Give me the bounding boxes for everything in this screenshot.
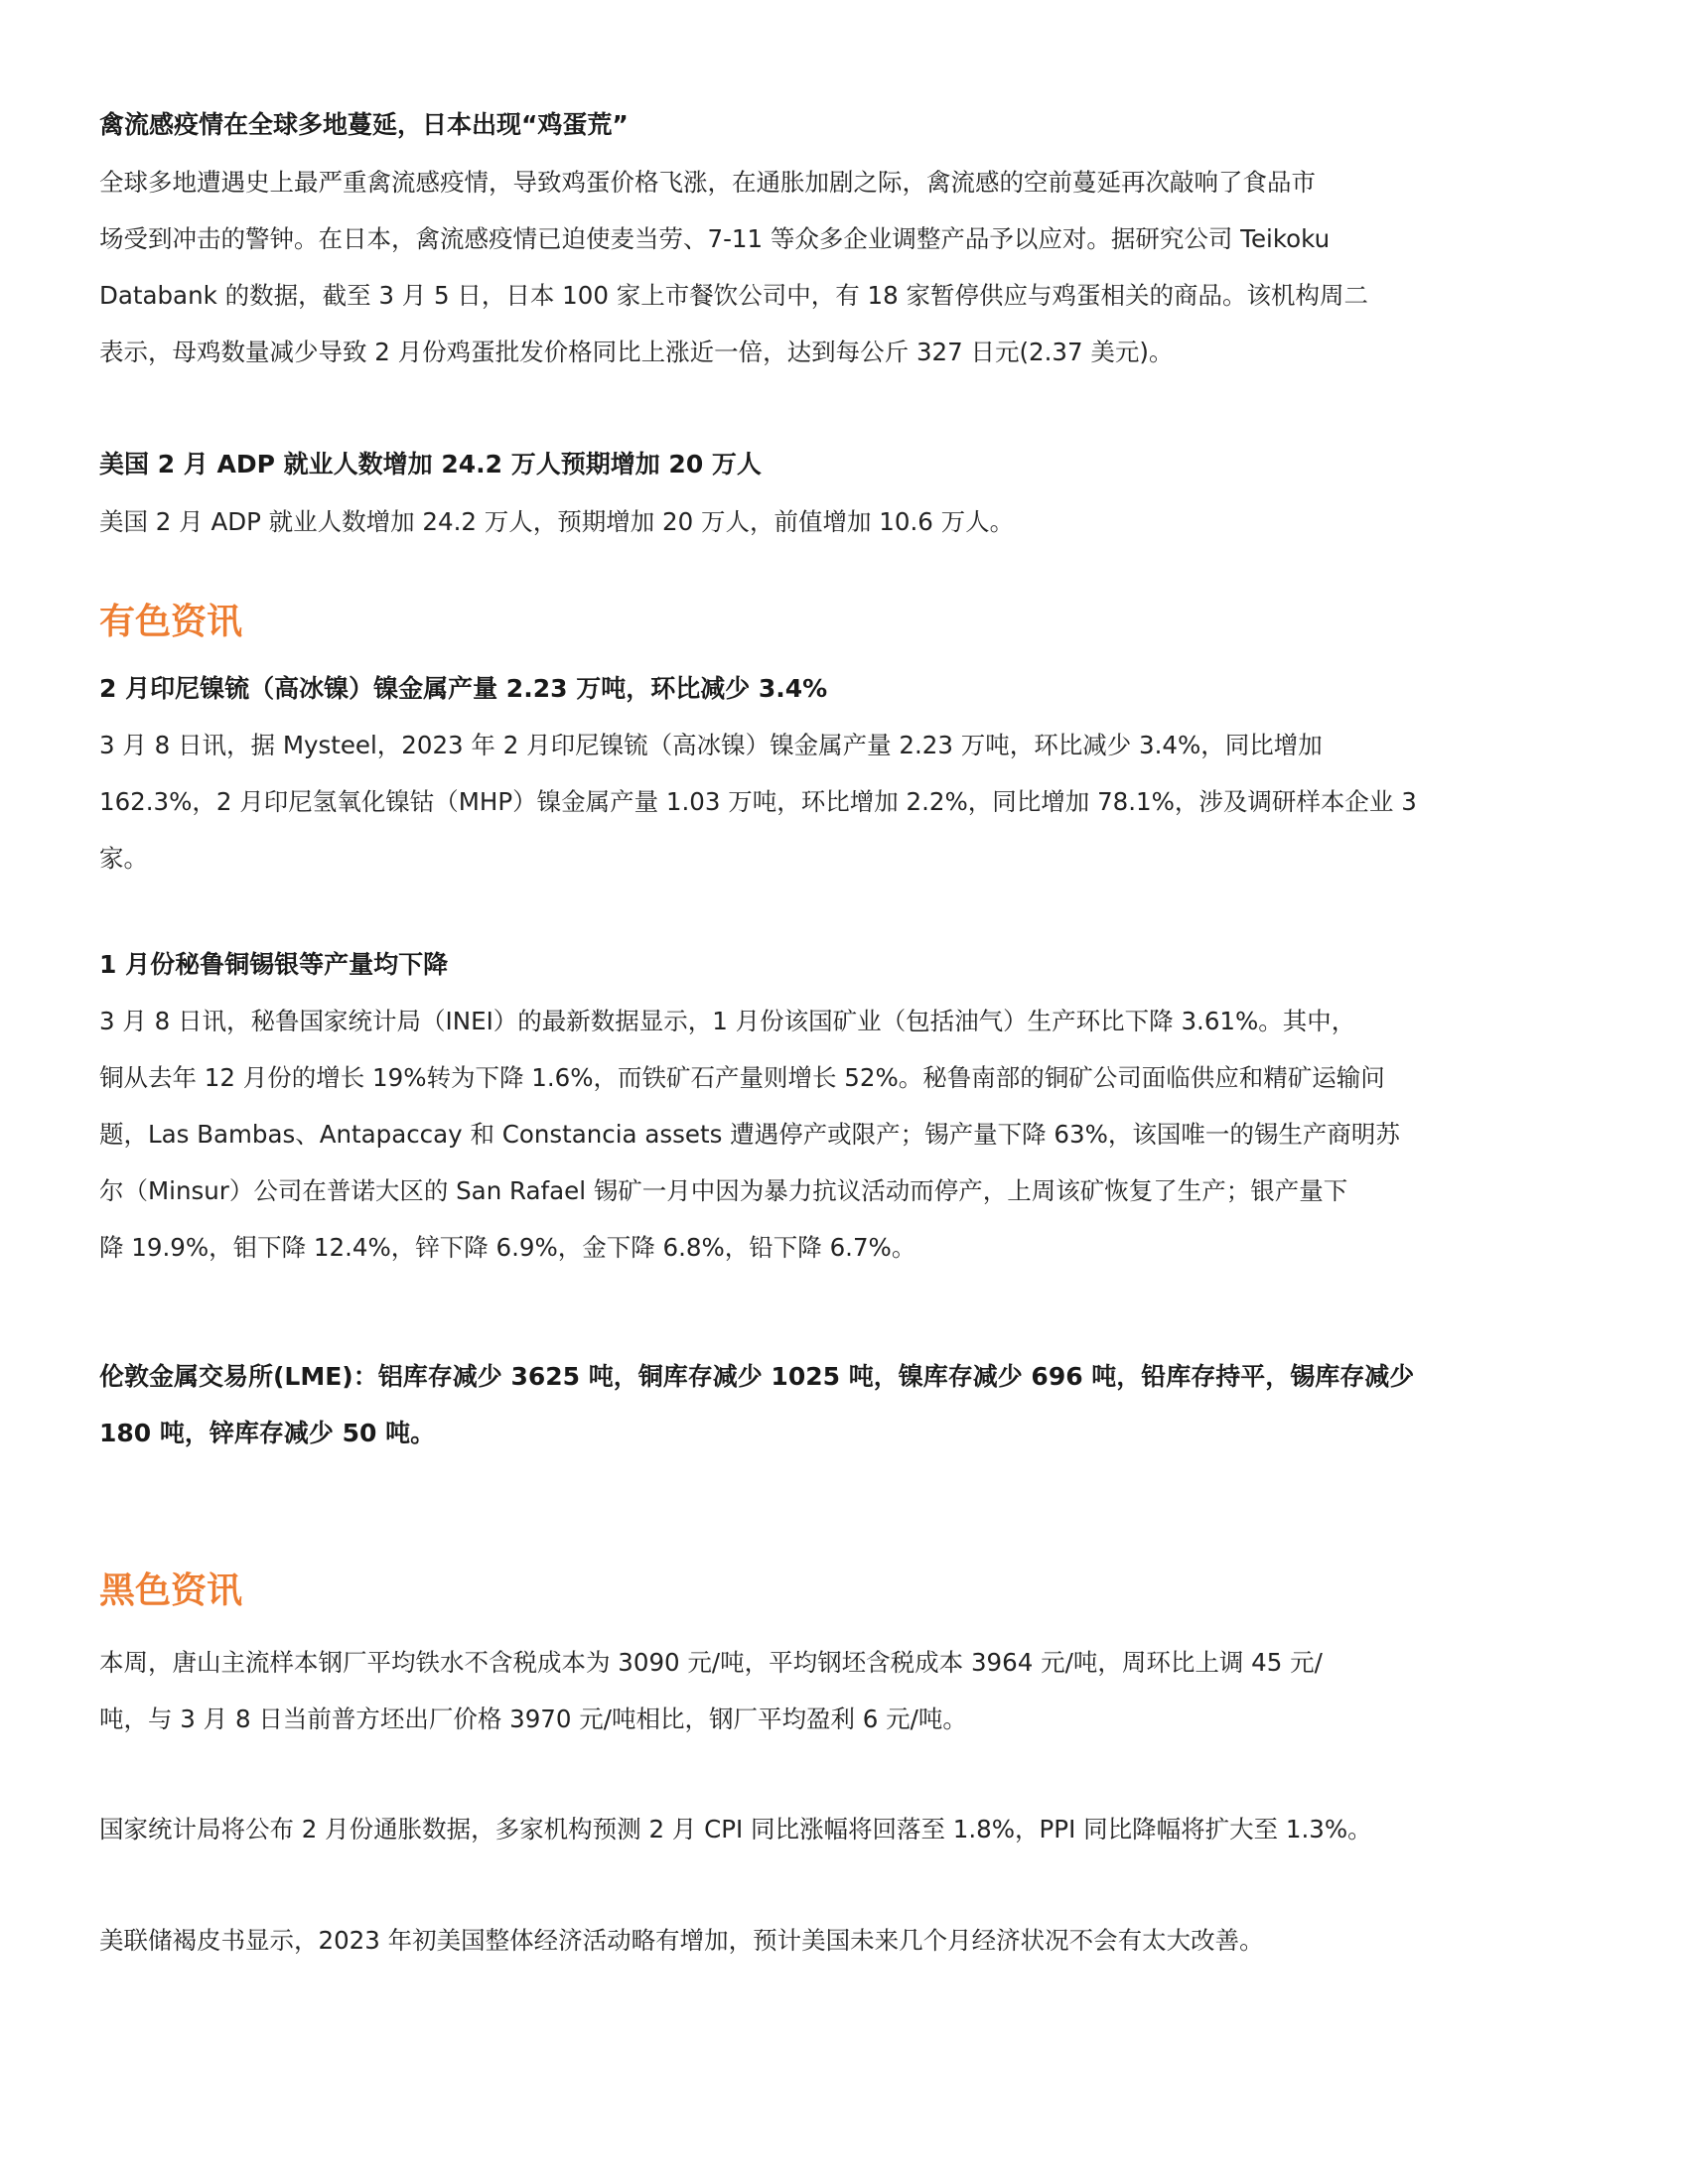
text-line: 美联储褐皮书显示，2023 年初美国整体经济活动略有增加，预计美国未来几个月经济状况不会有太大改善。: [99, 1926, 1264, 1955]
ferrous-paragraph-inflation: [99, 1801, 1589, 1857]
article-title-indonesia-nickel: 2 月印尼镍锍（高冰镍）镍金属产量 2.23 万吨，环比减少 3.4%: [99, 674, 828, 703]
text-line: 场受到冲击的警钟。在日本，禽流感疫情已迫使麦当劳、7-11 等众多企业调整产品予以应对。据研究公司 Teikoku: [99, 224, 1331, 253]
text-line: 题，Las Bambas、Antapaccay 和 Constancia assets 遭遇停产或限产；锡产量下降 63%，该国唯一的锡生产商明苏: [99, 1120, 1400, 1149]
text-line: 表示，母鸡数量减少导致 2 月份鸡蛋批发价格同比上涨近一倍，达到每公斤 327 日元(2.37 美元)。: [99, 338, 1174, 366]
article-body-indonesia-nickel: [99, 717, 1589, 887]
text-line: 国家统计局将公布 2 月份通胀数据，多家机构预测 2 月 CPI 同比涨幅将回落至 1.8%，PPI 同比降幅将扩大至 1.3%。: [99, 1815, 1372, 1843]
text-line: 180 吨，锌库存减少 50 吨。: [99, 1419, 436, 1447]
section-heading-nonferrous: 有色资讯: [99, 602, 243, 642]
article-body-adp: [99, 493, 1589, 550]
ferrous-paragraph-tangshan-cost: [99, 1634, 1589, 1747]
text-line: 3 月 8 日讯，秘鲁国家统计局（INEI）的最新数据显示，1 月份该国矿业（包括油气）生产环比下降 3.61%。其中，: [99, 1007, 1356, 1035]
text-line: Databank 的数据，截至 3 月 5 日，日本 100 家上市餐饮公司中，有 18 家暂停供应与鸡蛋相关的商品。该机构周二: [99, 281, 1368, 310]
text-line: 美国 2 月 ADP 就业人数增加 24.2 万人，预期增加 20 万人，前值增加 10.6 万人。: [99, 507, 1015, 536]
article-title-avian-flu: 禽流感疫情在全球多地蔓延，日本出现“鸡蛋荒”: [99, 110, 629, 139]
text-line: 3 月 8 日讯，据 Mysteel，2023 年 2 月印尼镍锍（高冰镍）镍金属产量 2.23 万吨，环比减少 3.4%，同比增加: [99, 731, 1323, 759]
text-line: 本周，唐山主流样本钢厂平均铁水不含税成本为 3090 元/吨，平均钢坯含税成本 3964 元/吨，周环比上调 45 元/: [99, 1648, 1323, 1677]
text-line: 吨，与 3 月 8 日当前普方坯出厂价格 3970 元/吨相比，钢厂平均盈利 6 元/吨。: [99, 1705, 967, 1733]
text-line: 家。: [99, 844, 148, 873]
article-title-adp: 美国 2 月 ADP 就业人数增加 24.2 万人预期增加 20 万人: [99, 450, 762, 478]
section-heading-ferrous: 黑色资讯: [99, 1570, 243, 1611]
text-line: 162.3%，2 月印尼氢氧化镍钴（MHP）镍金属产量 1.03 万吨，环比增加 2.2%，同比增加 78.1%，涉及调研样本企业 3: [99, 787, 1417, 816]
text-line: 尔（Minsur）公司在普诺大区的 San Rafael 锡矿一月中因为暴力抗议活动而停产，上周该矿恢复了生产；银产量下: [99, 1176, 1348, 1205]
text-line: 降 19.9%，钼下降 12.4%，锌下降 6.9%，金下降 6.8%，铅下降 6.7%。: [99, 1233, 916, 1262]
text-line: 全球多地遭遇史上最严重禽流感疫情，导致鸡蛋价格飞涨，在通胀加剧之际，禽流感的空前蔓延再次敲响了食品市: [99, 168, 1316, 197]
text-line: 伦敦金属交易所(LME)：铝库存减少 3625 吨，铜库存减少 1025 吨，镍库存减少 696 吨，铅库存持平，锡库存减少: [99, 1362, 1415, 1391]
article-body-peru-output: [99, 993, 1589, 1276]
lme-inventory-summary: [99, 1348, 1589, 1461]
ferrous-paragraph-beige-book: [99, 1912, 1589, 1969]
article-title-peru-output: 1 月份秘鲁铜锡银等产量均下降: [99, 950, 449, 979]
article-body-avian-flu: [99, 154, 1589, 380]
text-line: 铜从去年 12 月份的增长 19%转为下降 1.6%，而铁矿石产量则增长 52%。秘鲁南部的铜矿公司面临供应和精矿运输问: [99, 1063, 1385, 1092]
